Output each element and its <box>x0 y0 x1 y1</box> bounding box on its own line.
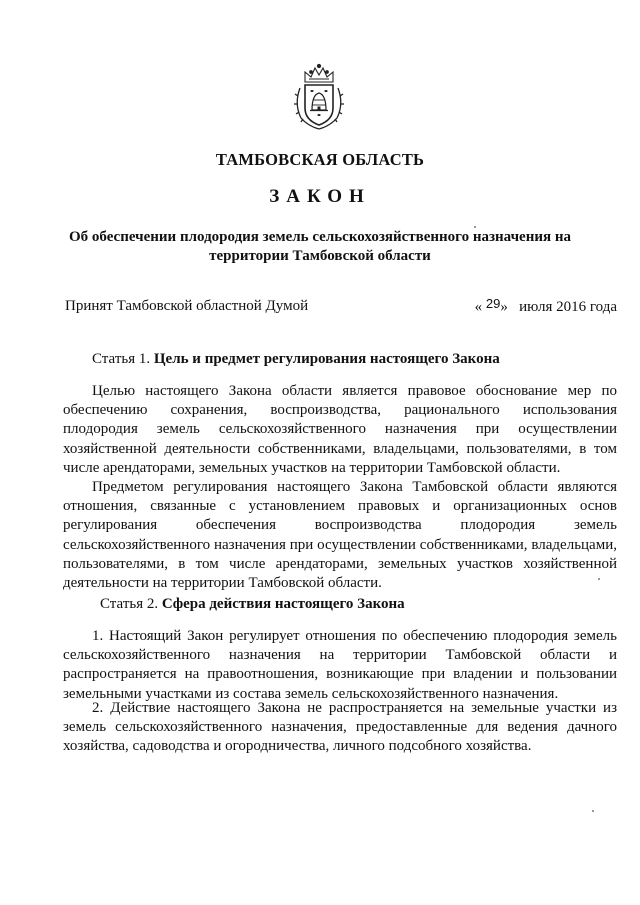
article-title: Сфера действия настоящего Закона <box>161 596 405 612</box>
article-title: Цель и предмет регулирования настоящего Закона <box>153 351 500 367</box>
document-type-title: ЗАКОН <box>269 186 371 207</box>
scan-speck <box>592 810 594 812</box>
scan-speck <box>598 578 600 580</box>
article-2-paragraph-2: 2. Действие настоящего Закона не распространяется на земельные участки из земель сельскохозяйственного назначения, предоставленные для ведения дачного хозяйства, садоводства и огородничества, личного подсобного хозяйства. <box>63 700 617 755</box>
coat-of-arms-icon <box>291 62 347 132</box>
article-2-paragraph-1: 1. Настоящий Закон регулирует отношения по обеспечению плодородия земель сельскохозяйственного назначения на территории Тамбовской области и распространяется на правоотношения, возникающие при владении и пользовании земельными участками из состава земель сельскохозяйственного назначения. <box>63 628 617 702</box>
quote-open: « <box>474 299 483 315</box>
article-number: Статья 2. <box>100 596 159 612</box>
article-1-heading <box>92 350 612 369</box>
scan-speck <box>474 226 476 228</box>
adopted-by: Принят Тамбовской областной Думой <box>65 298 309 314</box>
article-1-paragraph-1: Целью настоящего Закона области является правовое обоснование мер по обеспечению сохранения, воспроизводства, рационального использования плодородия земель сельскохозяйственного назначения при осуществлении хозяйственной деятельности собственниками, владельцами, пользователями, в том числе арендаторами, земельных участков на территории Тамбовской области. <box>63 383 617 476</box>
law-subject-title: Об обеспечении плодородия земель сельскохозяйственного назначения на территории Тамбовской области <box>69 229 571 264</box>
article-1-paragraph-2: Предметом регулирования настоящего Закона Тамбовской области являются отношения, связанные с установлением правовых и организационных основ регулирования обеспечения воспроизводства плодородия земель сельскохозяйственного назначения при осуществлении собственниками, владельцами, пользователями, в том числе арендаторами, земельных участков хозяйственной деятельности на территории Тамбовской области. <box>63 479 617 592</box>
quote-close: » <box>500 299 508 315</box>
article-number: Статья 1. <box>92 351 151 367</box>
region-title: ТАМБОВСКАЯ ОБЛАСТЬ <box>215 150 425 169</box>
adoption-month-year: июля 2016 года <box>519 299 617 315</box>
article-2-heading <box>100 595 620 614</box>
adoption-day: 29 <box>485 296 501 311</box>
adoption-date <box>475 297 617 317</box>
